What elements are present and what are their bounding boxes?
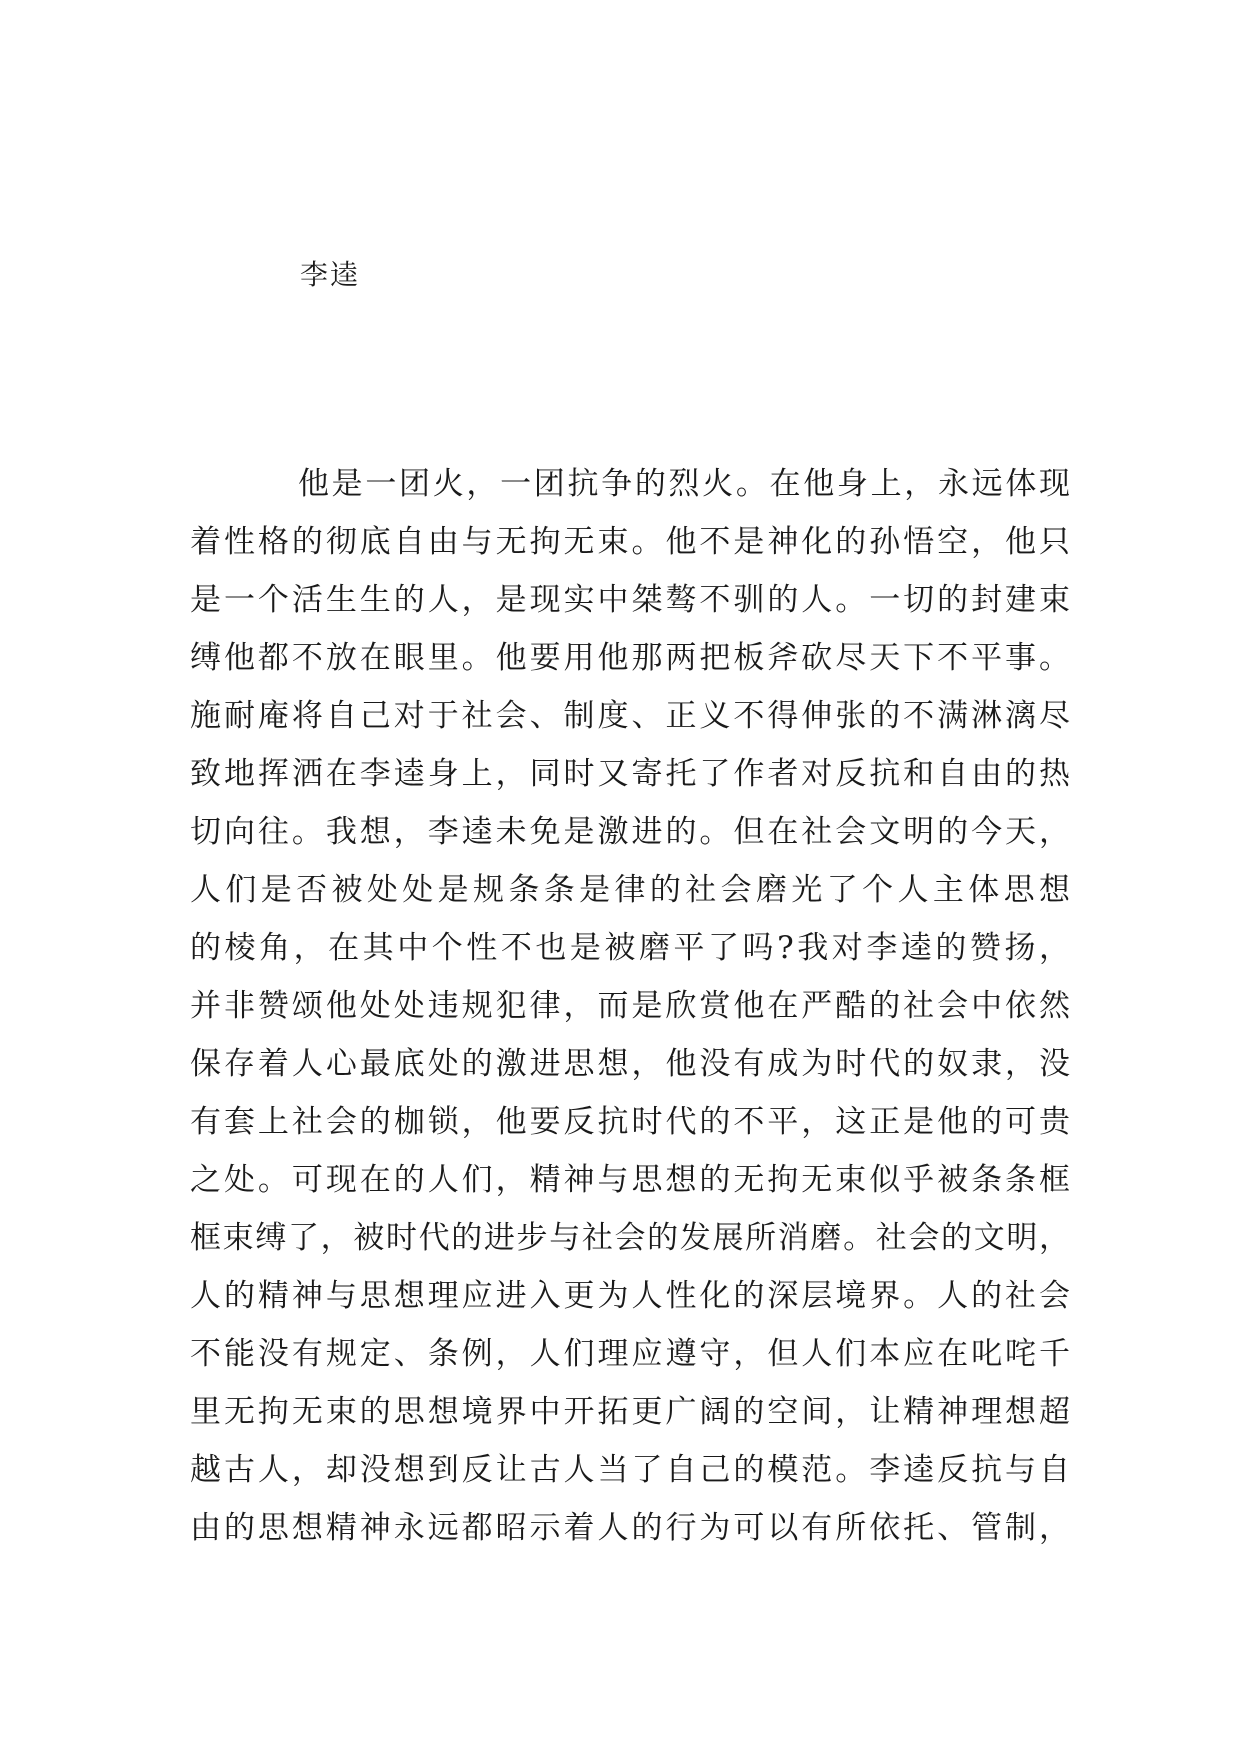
body-line: 之处。可现在的人们，精神与思想的无拘无束似乎被条条框 [190,1162,1070,1198]
body-line: 致地挥洒在李逵身上，同时又寄托了作者对反抗和自由的热 [190,756,1070,792]
body-line: 保存着人心最底处的激进思想，他没有成为时代的奴隶，没 [190,1046,1070,1082]
body-line: 框束缚了，被时代的进步与社会的发展所消磨。社会的文明， [190,1220,1070,1256]
body-line: 由的思想精神永远都昭示着人的行为可以有所依托、管制， [190,1510,1070,1546]
body-line: 施耐庵将自己对于社会、制度、正义不得伸张的不满淋漓尽 [190,698,1070,734]
body-line: 缚他都不放在眼里。他要用他那两把板斧砍尽天下不平事。 [190,640,1070,676]
body-line: 他是一团火，一团抗争的烈火。在他身上，永远体现 [298,466,1070,502]
document-body [190,455,1070,1557]
body-line: 里无拘无束的思想境界中开拓更广阔的空间，让精神理想超 [190,1394,1070,1430]
body-line: 人的精神与思想理应进入更为人性化的深层境界。人的社会 [190,1278,1070,1314]
body-line: 不能没有规定、条例，人们理应遵守，但人们本应在叱咤千 [190,1336,1070,1372]
body-line: 越古人，却没想到反让古人当了自己的模范。李逵反抗与自 [190,1452,1070,1488]
body-line: 人们是否被处处是规条条是律的社会磨光了个人主体思想 [190,872,1070,908]
body-line: 有套上社会的枷锁，他要反抗时代的不平，这正是他的可贵 [190,1104,1070,1140]
body-line: 并非赞颂他处处违规犯律，而是欣赏他在严酷的社会中依然 [190,988,1070,1024]
body-line: 着性格的彻底自由与无拘无束。他不是神化的孙悟空，他只 [190,524,1070,560]
body-line: 的棱角，在其中个性不也是被磨平了吗?我对李逵的赞扬， [190,930,1070,966]
body-line: 是一个活生生的人，是现实中桀骜不驯的人。一切的封建束 [190,582,1070,618]
document-title: 李逵 [300,258,361,291]
body-line: 切向往。我想，李逵未免是激进的。但在社会文明的今天， [190,814,1070,850]
